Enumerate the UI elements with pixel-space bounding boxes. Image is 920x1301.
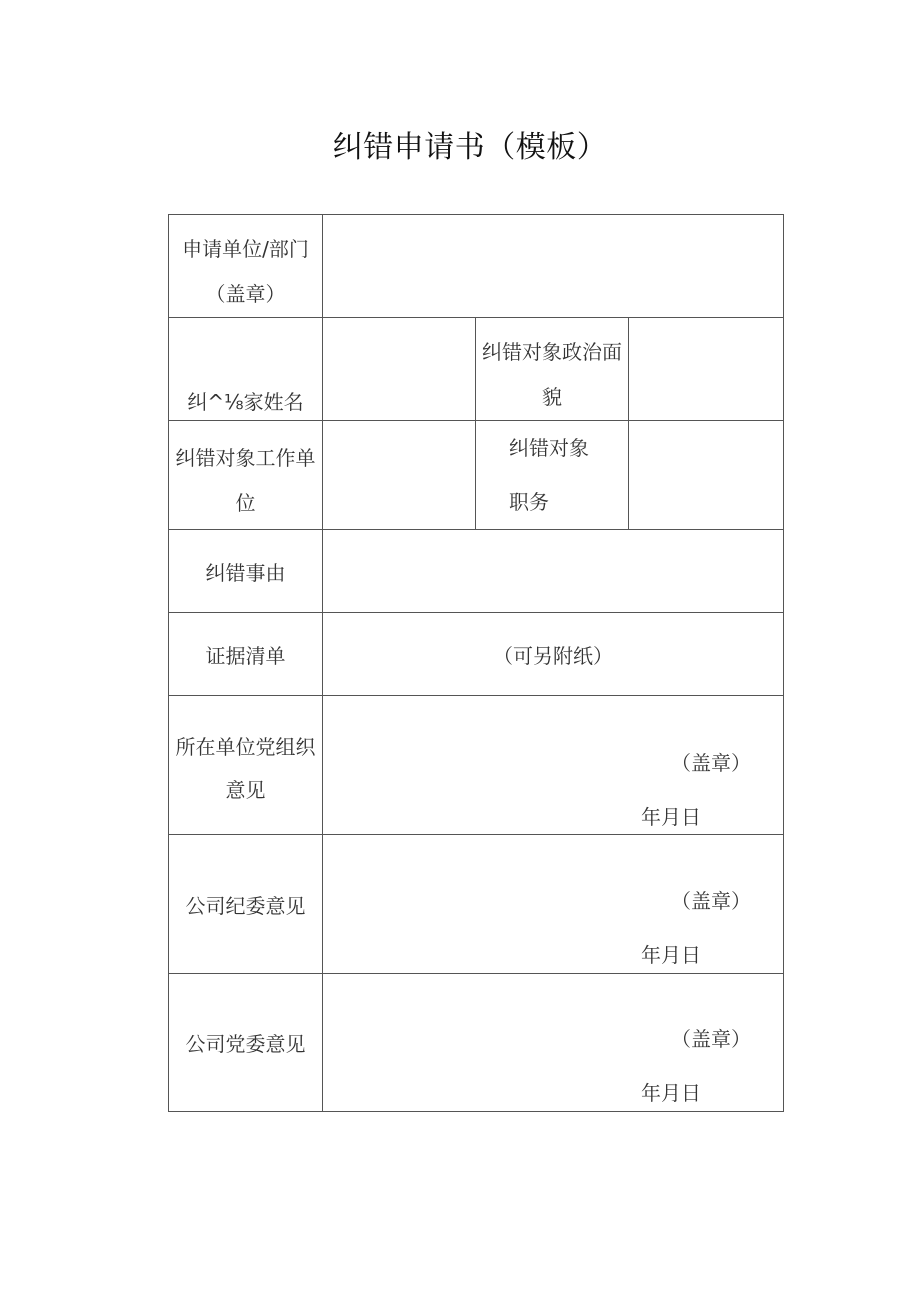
political-status-label-line1: 纠错对象政治面 <box>482 340 622 364</box>
political-status-label-line2: 貌 <box>542 385 562 409</box>
applicant-value-cell <box>323 215 784 318</box>
party-org-opinion-value-cell <box>323 696 784 835</box>
party-committee-opinion-value-cell <box>323 974 784 1112</box>
party-committee-date-label: 年月日 <box>641 1081 701 1105</box>
position-value-cell <box>629 421 784 530</box>
reason-label: 纠错事由 <box>169 530 323 613</box>
target-name-label: 纠^⅛家姓名 <box>169 318 323 421</box>
position-label-line2: 职务 <box>509 490 549 514</box>
party-org-seal-label: （盖章） <box>671 751 751 775</box>
correction-application-form <box>168 214 784 1112</box>
applicant-label-cell <box>169 215 323 318</box>
form-row-applicant <box>169 215 784 318</box>
position-label-line1: 纠错对象 <box>509 436 589 460</box>
form-row-work-unit-position <box>169 421 784 530</box>
discipline-committee-opinion-label: 公司纪委意见 <box>169 835 323 974</box>
party-org-opinion-label-cell <box>169 696 323 835</box>
political-status-value-cell <box>629 318 784 421</box>
party-committee-opinion-label: 公司党委意见 <box>169 974 323 1112</box>
form-row-discipline-committee-opinion <box>169 835 784 974</box>
discipline-committee-opinion-value-cell <box>323 835 784 974</box>
work-unit-label-line2: 位 <box>235 491 256 515</box>
party-committee-seal-label: （盖章） <box>671 1027 751 1051</box>
page-title: 纠错申请书（模板） <box>332 130 608 165</box>
discipline-committee-date-label: 年月日 <box>641 943 701 967</box>
position-label-cell <box>476 421 629 530</box>
party-org-date-label: 年月日 <box>641 805 701 829</box>
work-unit-value-cell <box>323 421 476 530</box>
target-name-value-cell <box>323 318 476 421</box>
form-row-reason <box>169 530 784 613</box>
form-row-party-org-opinion <box>169 696 784 835</box>
applicant-seal-label: （盖章） <box>205 282 286 306</box>
political-status-label-cell <box>476 318 629 421</box>
work-unit-label-cell <box>169 421 323 530</box>
form-row-name-political <box>169 318 784 421</box>
work-unit-label-line1: 纠错对象工作单 <box>175 446 316 470</box>
evidence-label: 证据清单 <box>169 613 323 696</box>
form-row-party-committee-opinion <box>169 974 784 1112</box>
applicant-label: 申请单位/部门 <box>182 237 309 261</box>
party-org-opinion-label-line2: 意见 <box>225 778 266 802</box>
discipline-committee-seal-label: （盖章） <box>671 889 751 913</box>
reason-value-cell <box>323 530 784 613</box>
evidence-note: （可另附纸） <box>323 613 784 696</box>
party-org-opinion-label-line1: 所在单位党组织 <box>175 735 316 759</box>
form-row-evidence <box>169 613 784 696</box>
